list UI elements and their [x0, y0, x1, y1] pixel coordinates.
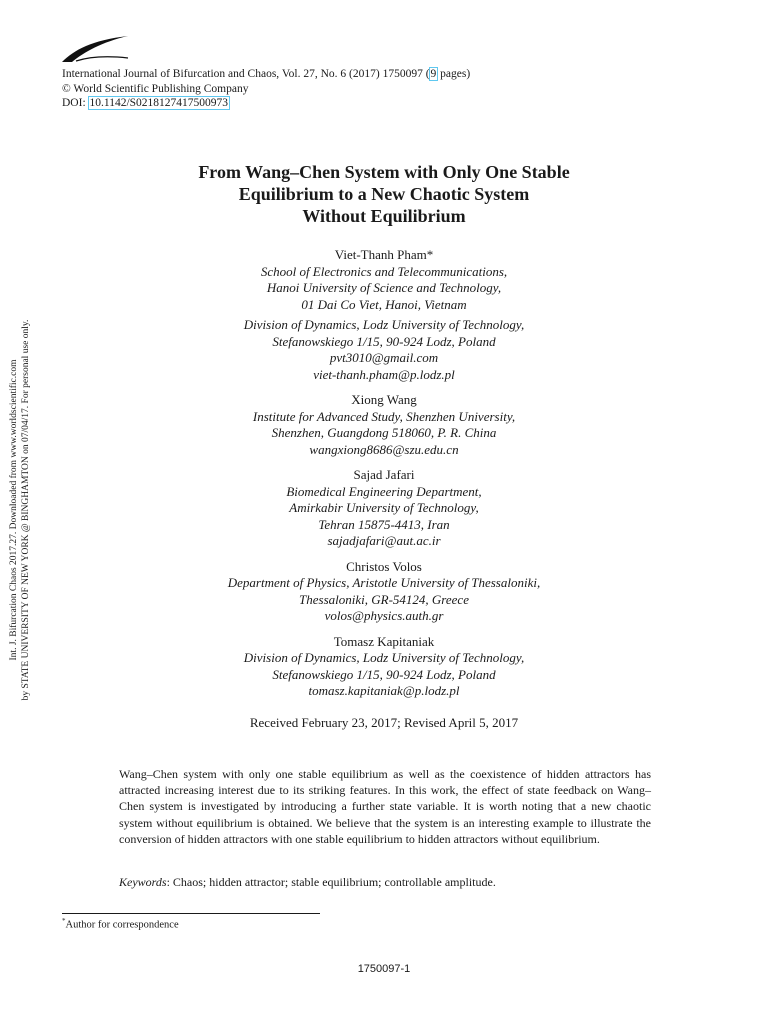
footnote: [62, 917, 179, 931]
author-email: viet-thanh.pham@p.lodz.pl: [313, 366, 455, 382]
doi-line: DOI: 10.1142/S0218127417500973: [62, 97, 229, 109]
abstract: Wang–Chen system with only one stable equilibrium as well as the coexistence of hidden attractors has attracted increasing interest due to its striking features. In this work, the effect of state feedback on Wang–Chen system is investigated by introducing a further state variable. It is worth noting that a new chaotic system without equilibrium is obtained. We believe that the system is an interesting example to illustrate the conversion of hidden attractors with one stable equilibrium to hidden attractors without equilibrium.: [119, 767, 651, 846]
author-block: Christos Volos Department of Physics, Aristotle University of Thessaloniki, Thessaloniki, GR-54124, Greece volos@physics.auth.gr: [0, 559, 768, 625]
footnote-mark: *: [62, 917, 66, 925]
author-block: Viet-Thanh Pham* School of Electronics and Telecommunications, Hanoi University of Science and Technology, 01 Dai Co Viet, Hanoi, Vietnam Division of Dynamics, Lodz University of Technology, Stefanowskiego 1/15, 90-924 Lodz, Poland pvt3010@gmail.com viet-thanh.pham@p.lodz.pl: [0, 247, 768, 383]
author-name: Christos Volos: [346, 558, 422, 574]
author-name: Sajad Jafari: [353, 467, 415, 482]
author-block: Tomasz Kapitaniak Division of Dynamics, Lodz University of Technology, Stefanowskiego 1/15, 90-924 Lodz, Poland tomasz.kapitaniak@p.lodz.pl: [0, 634, 768, 700]
author-name: Tomasz Kapitaniak: [333, 633, 435, 649]
copyright-line: © World Scientific Publishing Company: [62, 82, 249, 95]
author-email: pvt3010@gmail.com: [329, 350, 439, 365]
journal-citation: International Journal of Bifurcation and Chaos, Vol. 27, No. 6 (2017) 1750097 (9 pages): [62, 68, 471, 80]
author-email: sajadjafari@aut.ac.ir: [327, 533, 441, 548]
paper-title: From Wang–Chen System with Only One Stable Equilibrium to a New Chaotic System Without Equilibrium: [198, 162, 570, 226]
watermark-line-2: by STATE UNIVERSITY OF NEW YORK @ BINGHAMTON on 07/04/17. For personal use only.: [21, 319, 31, 701]
watermark-line-1: Int. J. Bifurcation Chaos 2017.27. Downloaded from www.worldscientific.com: [9, 359, 19, 661]
author-list: [0, 247, 768, 700]
author-name: Viet-Thanh Pham*: [334, 247, 434, 262]
journal-header: [62, 67, 470, 111]
footnote-text: Author for correspondence: [65, 919, 179, 931]
footnote-divider: [62, 913, 320, 914]
keywords-label: Keywords: [119, 875, 167, 889]
page-number: 1750097-1: [357, 963, 411, 975]
keywords-text: : Chaos; hidden attractor; stable equilibrium; controllable amplitude.: [166, 875, 496, 889]
author-email: volos@physics.auth.gr: [324, 608, 444, 623]
page-count-link[interactable]: 9: [430, 68, 437, 80]
author-block: Xiong Wang Institute for Advanced Study, Shenzhen University, Shenzhen, Guangdong 518060, P. R. China wangxiong8686@szu.edu.cn: [0, 392, 768, 458]
publisher-logo: [62, 30, 130, 64]
author-name: Xiong Wang: [351, 392, 417, 407]
doi-link[interactable]: 10.1142/S0218127417500973: [89, 97, 229, 109]
author-email: tomasz.kapitaniak@p.lodz.pl: [308, 683, 460, 698]
keywords: [119, 875, 496, 890]
author-block: Sajad Jafari Biomedical Engineering Department, Amirkabir University of Technology, Tehran 15875-4413, Iran sajadjafari@aut.ac.ir: [0, 467, 768, 550]
author-email: wangxiong8686@szu.edu.cn: [309, 441, 459, 457]
received-dates: Received February 23, 2017; Revised April 5, 2017: [249, 715, 519, 730]
